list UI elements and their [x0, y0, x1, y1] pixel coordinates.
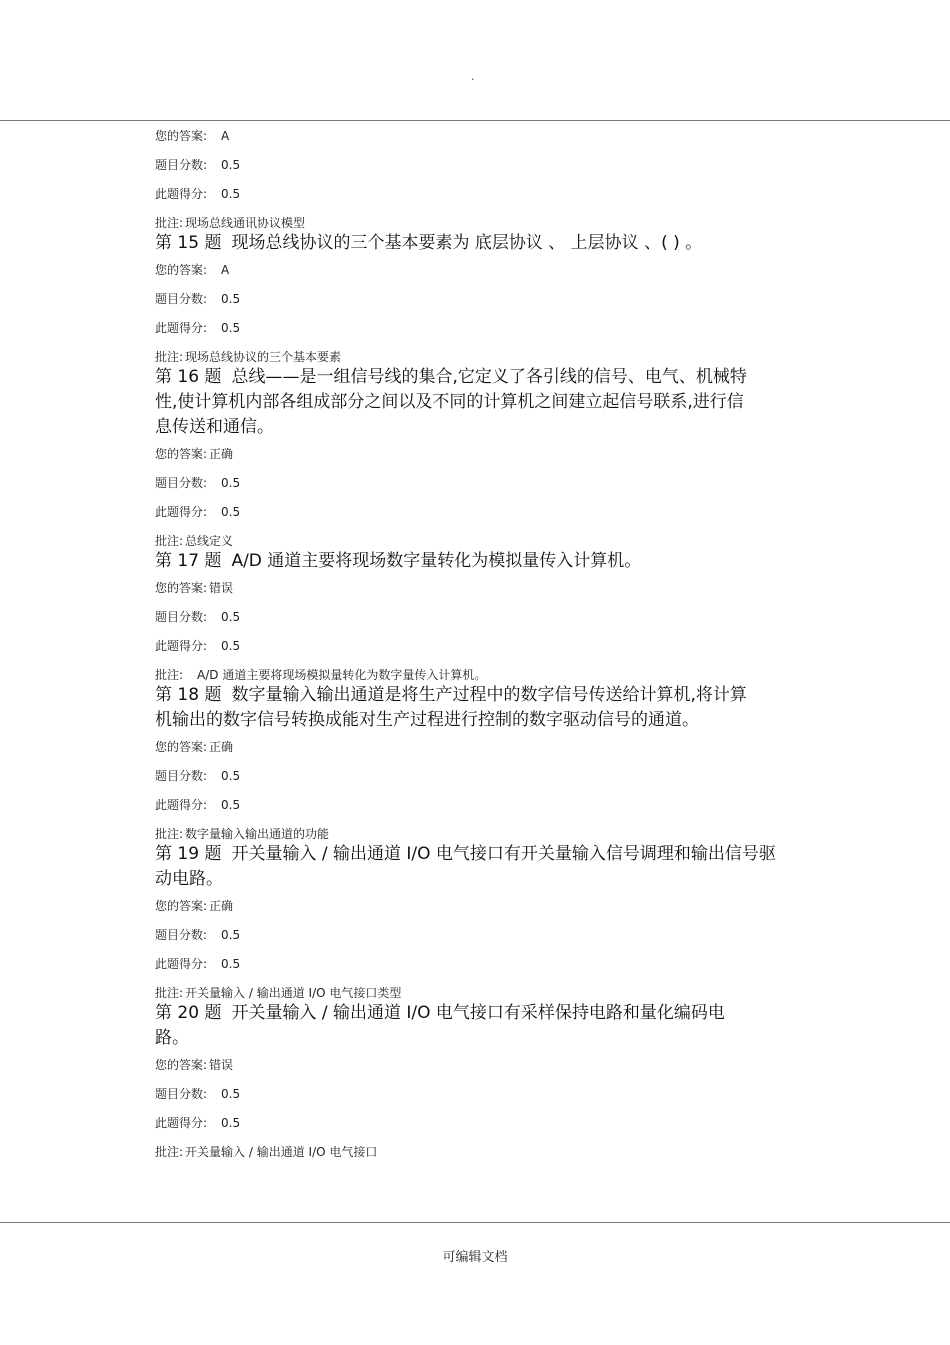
earned-value: 0.5: [221, 798, 241, 812]
note-value: A/D 通道主要将现场模拟量转化为数字量传入计算机。: [197, 668, 487, 682]
note-row: 批注: 开关量输入 / 输出通道 I/O 电气接口类型: [155, 986, 402, 1000]
question-number: 第 18 题: [155, 685, 222, 705]
score-row: 题目分数: 0.5: [155, 476, 241, 490]
score-value: 0.5: [221, 610, 241, 624]
question-number: 第 20 题: [155, 1003, 222, 1023]
question-number: 第 15 题: [155, 233, 222, 253]
answer-value: 正确: [209, 740, 234, 754]
earned-value: 0.5: [221, 957, 241, 971]
score-row: 题目分数: 0.5: [155, 1087, 241, 1101]
note-value: 开关量输入 / 输出通道 I/O 电气接口类型: [185, 986, 402, 1000]
earned-row: 此题得分: 0.5: [155, 798, 241, 812]
note-row: 批注: 数字量输入输出通道的功能: [155, 827, 330, 841]
question-text: 第 18 题 数字量输入输出通道是将生产过程中的数字信号传送给计算机,将计算机输出的数字信号转换成能对生产过程进行控制的数字驱动信号的通道。: [155, 685, 747, 730]
question-19: [155, 842, 815, 1001]
answer-value: A: [221, 263, 230, 277]
footer-rule: [0, 1222, 950, 1223]
answer-row: 您的答案: 错误: [155, 581, 234, 595]
note-row: 批注: 总线定义: [155, 534, 234, 548]
score-value: 0.5: [221, 476, 241, 490]
score-row: 题目分数: 0.5: [155, 928, 241, 942]
score-value: 0.5: [221, 158, 241, 172]
score-value: 0.5: [221, 928, 241, 942]
question-18: [155, 683, 815, 842]
note-row: 批注: 现场总线协议的三个基本要素: [155, 350, 342, 364]
note-value: 现场总线通讯协议模型: [185, 216, 306, 230]
answer-row: 您的答案: A: [155, 263, 230, 277]
question-text: 第 17 题 A/D 通道主要将现场数字量转化为模拟量传入计算机。: [155, 551, 642, 571]
score-value: 0.5: [221, 1087, 241, 1101]
score-value: 0.5: [221, 769, 241, 783]
score-row: 题目分数: 0.5: [155, 292, 241, 306]
answer-value: 正确: [209, 447, 234, 461]
question-number: 第 19 题: [155, 844, 222, 864]
earned-value: 0.5: [221, 505, 241, 519]
earned-row: 此题得分: 0.5: [155, 505, 241, 519]
note-value: 开关量输入 / 输出通道 I/O 电气接口: [185, 1145, 378, 1159]
note-row: 批注: 现场总线通讯协议模型: [155, 216, 306, 230]
answer-value: 正确: [209, 899, 234, 913]
answer-value: A: [221, 129, 230, 143]
header-rule: [0, 120, 950, 121]
question-17: [155, 549, 815, 683]
earned-value: 0.5: [221, 639, 241, 653]
answer-value: 错误: [209, 1058, 234, 1072]
score-row: 题目分数: 0.5: [155, 610, 241, 624]
question-14-result: [155, 128, 815, 231]
question-number: 第 17 题: [155, 551, 222, 571]
note-value: 总线定义: [185, 534, 234, 548]
earned-row: 此题得分: 0.5: [155, 957, 241, 971]
score-row: 题目分数: 0.5: [155, 769, 241, 783]
question-20: [155, 1001, 815, 1160]
quiz-results: [155, 128, 815, 1160]
note-row: 批注: A/D 通道主要将现场模拟量转化为数字量传入计算机。: [155, 668, 487, 682]
score-value: 0.5: [221, 292, 241, 306]
answer-row: 您的答案: 正确: [155, 740, 234, 754]
question-15: [155, 231, 815, 365]
answer-row: 您的答案: 正确: [155, 447, 234, 461]
earned-value: 0.5: [221, 187, 241, 201]
earned-value: 0.5: [221, 321, 241, 335]
question-number: 第 16 题: [155, 367, 222, 387]
question-text: 第 19 题 开关量输入 / 输出通道 I/O 电气接口有开关量输入信号调理和输出信号驱动电路。: [155, 844, 776, 889]
answer-row: 您的答案: 错误: [155, 1058, 234, 1072]
answer-row: 您的答案: A: [155, 129, 230, 143]
note-value: 数字量输入输出通道的功能: [185, 827, 330, 841]
question-text: 第 16 题 总线——是一组信号线的集合,它定义了各引线的信号、电气、机械特性,使计算机内部各组成部分之间以及不同的计算机之间建立起信号联系,进行信息传送和通信。: [155, 367, 747, 437]
note-row: 批注: 开关量输入 / 输出通道 I/O 电气接口: [155, 1145, 378, 1159]
earned-row: 此题得分: 0.5: [155, 639, 241, 653]
score-row: 题目分数: 0.5: [155, 158, 241, 172]
note-value: 现场总线协议的三个基本要素: [185, 350, 342, 364]
footer-text: 可编辑文档: [442, 1250, 508, 1265]
earned-row: 此题得分: 0.5: [155, 1116, 241, 1130]
question-text: 第 20 题 开关量输入 / 输出通道 I/O 电气接口有采样保持电路和量化编码电路。: [155, 1003, 725, 1048]
answer-row: 您的答案: 正确: [155, 899, 234, 913]
earned-row: 此题得分: 0.5: [155, 187, 241, 201]
question-16: [155, 365, 815, 549]
header-mark: .: [471, 70, 475, 83]
earned-row: 此题得分: 0.5: [155, 321, 241, 335]
answer-value: 错误: [209, 581, 234, 595]
question-text: 第 15 题 现场总线协议的三个基本要素为 底层协议 、 上层协议 、( ) 。: [155, 233, 703, 253]
earned-value: 0.5: [221, 1116, 241, 1130]
